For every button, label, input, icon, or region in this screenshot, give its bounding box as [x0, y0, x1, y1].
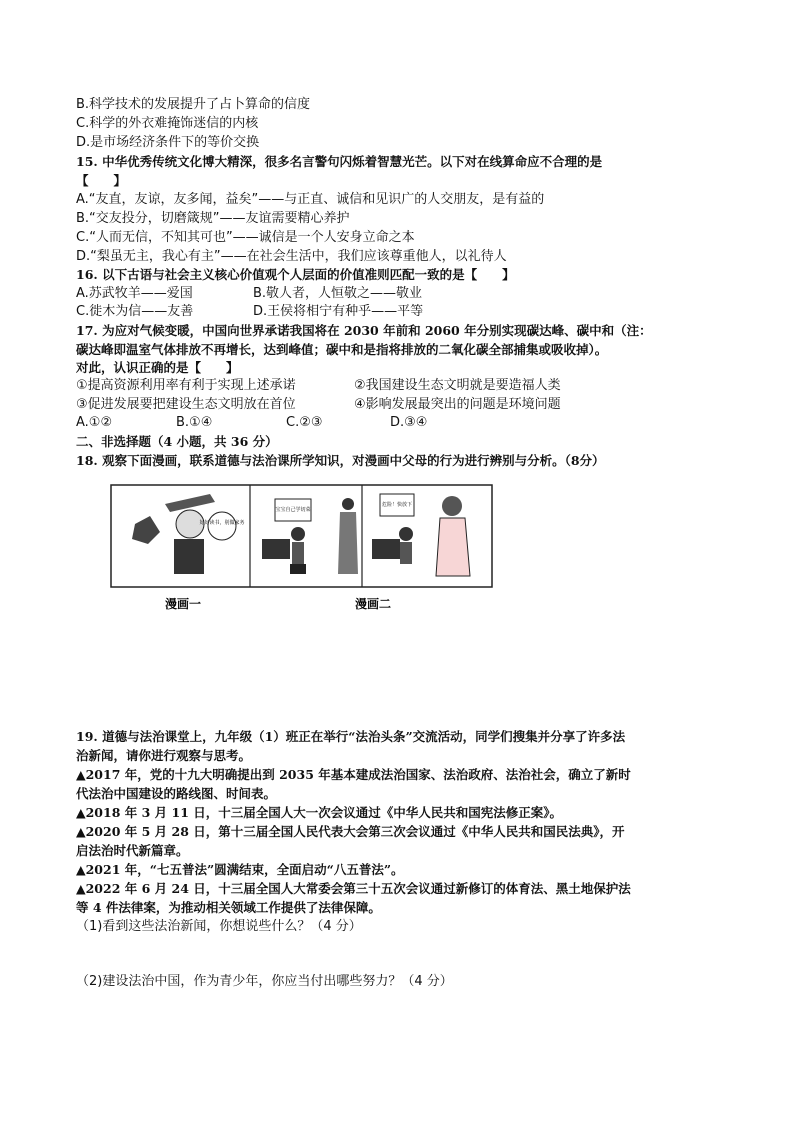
q16-option-a: A.苏武牧羊——爱国: [76, 286, 193, 301]
q17-stem-line1: 17. 为应对气候变暖，中国向世界承诺我国将在 2030 年前和 2060 年分别实现碳达峰、碳中和（注：: [76, 323, 652, 338]
comic2-caption: 漫画二: [355, 597, 392, 611]
q19-stem-line1: 19. 道德与法治课堂上，九年级（1）班正在举行“法治头条”交流活动，同学们搜集并分享了许多法: [76, 729, 626, 744]
q15-bracket: 【 】: [76, 173, 127, 188]
q19-stem-line2: 治新闻，请你进行观察与思考。: [76, 748, 252, 763]
q14-option-d: D.是市场经济条件下的等价交换: [76, 135, 260, 150]
q17-item-1: ①提高资源利用率有利于实现上述承诺: [76, 378, 296, 393]
q16-option-b: B.敬人者，人恒敬之——敬业: [253, 286, 423, 301]
q19-news-1: ▲2017 年，党的十九大明确提出到 2035 年基本建成法治国家、法治政府、法治社会，确立了新时: [76, 767, 631, 782]
q16-option-d: D.王侯将相宁有种乎——平等: [253, 304, 424, 319]
comic2-bubble2: 危险！快放下: [381, 502, 413, 508]
q17-option-a: A.①②: [76, 415, 113, 430]
q17-option-c: C.②③: [286, 415, 323, 430]
q18-stem: 18. 观察下面漫画，联系道德与法治课所学知识，对漫画中父母的行为进行辨别与分析。（8分）: [76, 453, 605, 468]
q17-item-2: ②我国建设生态文明就是要造福人类: [354, 378, 561, 393]
q19-news-3: ▲2020 年 5 月 28 日，第十三届全国人民代表大会第三次会议通过《中华人民共和国民法典》，开: [76, 824, 625, 839]
comic1-sign: 好好读书，别做家务: [199, 520, 245, 526]
q19-news-5b: 等 4 件法律案，为推动相关领域工作提供了法律保障。: [76, 900, 381, 915]
q14-option-c: C.科学的外衣难掩饰迷信的内核: [76, 116, 259, 131]
section-heading: 二、非选择题（4 小题，共 36 分）: [76, 434, 278, 449]
q17-option-d: D.③④: [390, 415, 428, 430]
q17-stem-line3: 对此，认识正确的是【 】: [76, 360, 239, 375]
q16-stem: 16. 以下古语与社会主义核心价值观个人层面的价值准则匹配一致的是【 】: [76, 267, 515, 282]
q17-stem-line2: 碳达峰即温室气体排放不再增长，达到峰值；碳中和是指将排放的二氧化碳全部捕集或吸收掉）。: [76, 342, 608, 357]
q15-option-a: A.“友直，友谅，友多闻，益矣”——与正直、诚信和见识广的人交朋友，是有益的: [76, 192, 545, 207]
q16-option-c: C.徙木为信——友善: [76, 304, 194, 319]
q19-news-1b: 代法治中国建设的路线图、时间表。: [76, 786, 277, 801]
q15-stem: 15. 中华优秀传统文化博大精深，很多名言警句闪烁着智慧光芒。以下对在线算命应不合理的是: [76, 154, 603, 169]
comic-strip: [110, 484, 493, 614]
q14-option-b: B.科学技术的发展提升了占卜算命的信度: [76, 97, 311, 112]
q19-news-2: ▲2018 年 3 月 11 日，十三届全国人大一次会议通过《中华人民共和国宪法修正案》。: [76, 805, 563, 820]
q19-news-3b: 启法治时代新篇章。: [76, 843, 189, 858]
q15-option-d: D.“梨虽无主，我心有主”——在社会生活中，我们应该尊重他人，以礼待人: [76, 249, 507, 264]
q15-option-c: C.“人而无信，不知其可也”——诚信是一个人安身立命之本: [76, 230, 415, 245]
comic2-bubble1: 宝宝自己学切菜: [275, 507, 311, 513]
q19-sub1: （1)看到这些法治新闻，你想说些什么？（4 分）: [76, 919, 362, 934]
q19-news-5: ▲2022 年 6 月 24 日，十三届全国人大常委会第三十五次会议通过新修订的体育法、黑土地保护法: [76, 881, 631, 896]
q17-item-4: ④影响发展最突出的问题是环境问题: [354, 397, 561, 412]
q15-option-b: B.“交友投分，切磨箴规”——友谊需要精心养护: [76, 211, 350, 226]
q17-option-b: B.①④: [176, 415, 213, 430]
comic1-caption: 漫画一: [165, 597, 202, 611]
q19-news-4: ▲2021 年，“七五普法”圆满结束，全面启动“八五普法”。: [76, 862, 404, 877]
q19-sub2: （2)建设法治中国，作为青少年，你应当付出哪些努力？（4 分）: [76, 974, 453, 989]
q17-item-3: ③促进发展要把建设生态文明放在首位: [76, 397, 296, 412]
